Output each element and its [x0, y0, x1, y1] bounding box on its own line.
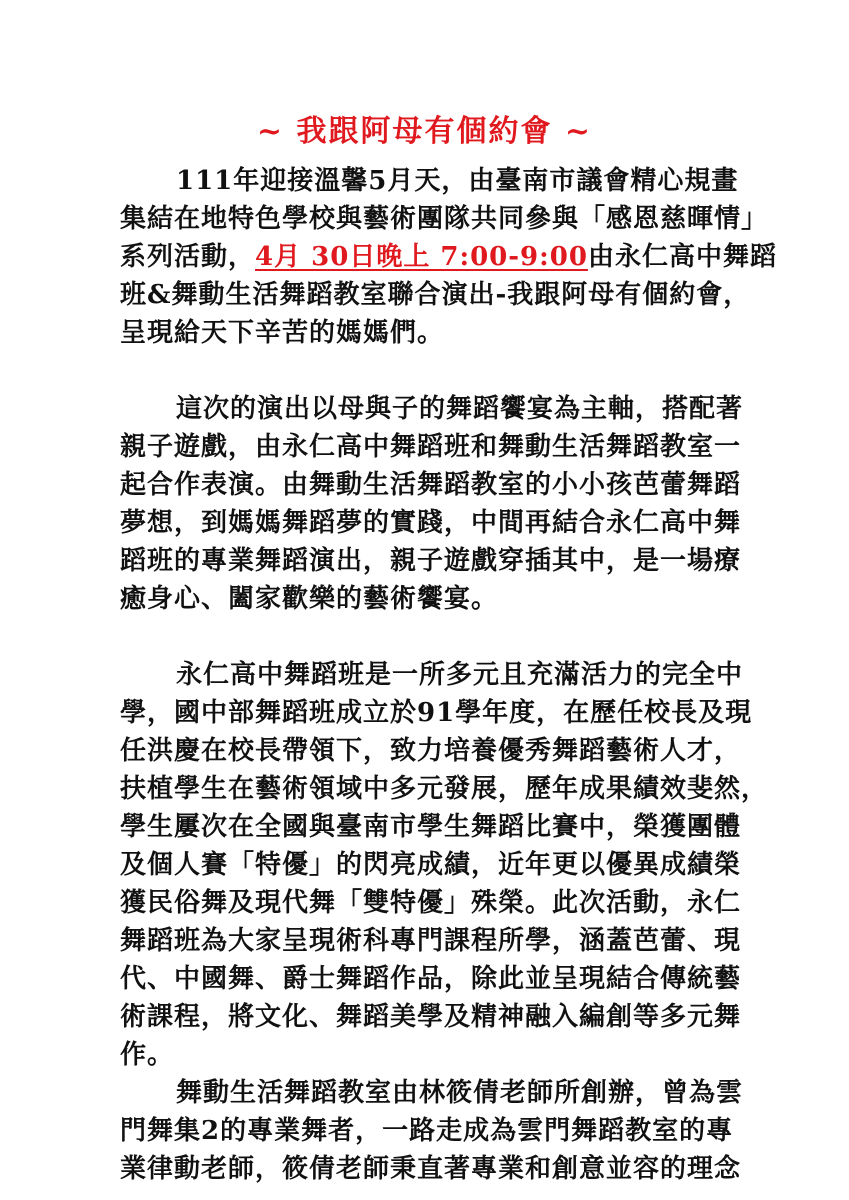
paragraph-line: 夢想，到媽媽舞蹈夢的實踐，中間再結合永仁高中舞 — [120, 508, 742, 538]
paragraph-line: 起合作表演。由舞動生活舞蹈教室的小小孩芭蕾舞蹈 — [120, 470, 742, 500]
event-date-time: 4月 30日晚上 7:00-9:00 — [255, 242, 588, 272]
paragraph-1 — [120, 162, 777, 352]
paragraph-line: 扶植學生在藝術領域中多元發展，歷年成果績效斐然， — [120, 774, 769, 804]
paragraph-line: 門舞集2的專業舞者，一路走成為雲門舞蹈教室的專 — [120, 1116, 734, 1146]
page-title: ~ 我跟阿母有個約會 ~ — [256, 114, 593, 149]
paragraph-line: 舞蹈班為大家呈現術科專門課程所學，涵蓋芭蕾、現 — [120, 926, 742, 956]
paragraph-line: 呈現給天下辛苦的媽媽們。 — [120, 318, 445, 348]
paragraph-2 — [120, 390, 744, 618]
paragraph-line: 任洪慶在校長帶領下，致力培養優秀舞蹈藝術人才， — [120, 736, 742, 766]
paragraph-line: 蹈班的專業舞蹈演出，親子遊戲穿插其中，是一場療 — [120, 546, 742, 576]
paragraph-line: 這次的演出以母與子的舞蹈饗宴為主軸，搭配著 — [176, 394, 744, 424]
paragraph-line: 舞動生活舞蹈教室由林筱倩老師所創辦，曾為雲 — [176, 1078, 744, 1108]
paragraph-line: 術課程，將文化、舞蹈美學及精神融入編創等多元舞 — [120, 1002, 742, 1032]
line-text-post: 由永仁高中舞蹈 — [587, 242, 777, 272]
paragraph-line: 獲民俗舞及現代舞「雙特優」殊榮。此次活動，永仁 — [120, 888, 742, 918]
paragraph-gap — [120, 618, 732, 656]
paragraph-line: 學，國中部舞蹈班成立於91學年度，在歷任校長及現 — [120, 698, 753, 728]
paragraph-line: 及個人賽「特優」的閃亮成績，近年更以優異成績榮 — [120, 850, 742, 880]
paragraph-4 — [120, 1074, 744, 1188]
paragraph-line: 癒身心、闔家歡樂的藝術饗宴。 — [120, 584, 499, 614]
line-text-pre: 系列活動， — [120, 242, 256, 272]
paragraph-line: 永仁高中舞蹈班是一所多元且充滿活力的完全中 — [176, 660, 744, 690]
paragraph-line: 代、中國舞、爵士舞蹈作品，除此並呈現結合傳統藝 — [120, 964, 742, 994]
paragraph-line: 親子遊戲，由永仁高中舞蹈班和舞動生活舞蹈教室一 — [120, 432, 742, 462]
paragraph-3 — [120, 656, 769, 1074]
paragraph-line: 111年迎接溫馨5月天，由臺南市議會精心規畫 — [176, 166, 739, 196]
paragraph-line: 業律動老師，筱倩老師秉直著專業和創意並容的理念 — [120, 1154, 742, 1184]
paragraph-line-with-date — [120, 238, 777, 276]
paragraph-line: 作。 — [120, 1040, 175, 1070]
paragraph-line: 學生屢次在全國與臺南市學生舞蹈比賽中，榮獲團體 — [120, 812, 742, 842]
paragraph-line: 班&舞動生活舞蹈教室聯合演出-我跟阿母有個約會， — [120, 280, 751, 310]
article-body — [120, 162, 777, 1188]
paragraph-gap — [120, 352, 732, 390]
paragraph-line: 集結在地特色學校與藝術團隊共同參與「感恩慈暉情」 — [120, 204, 769, 234]
